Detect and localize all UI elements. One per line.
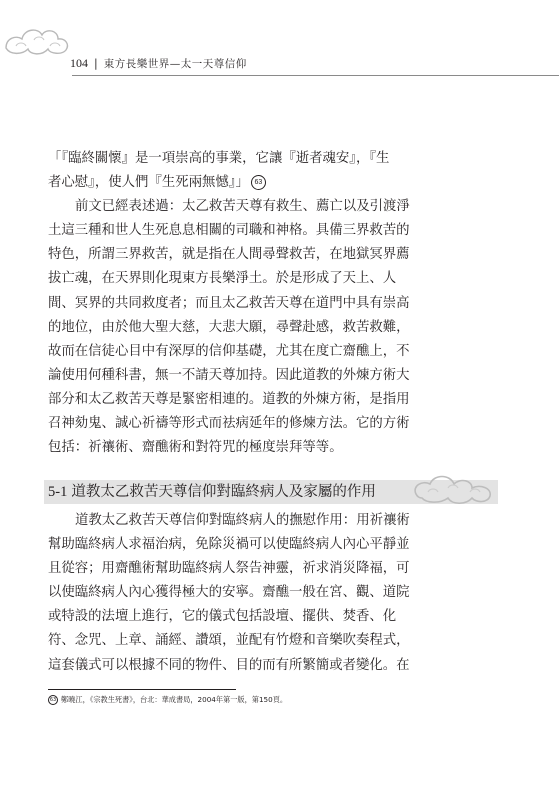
paragraph-line: 或特設的法壇上進行，它的儀式包括設壇、擺供、焚香、化 — [48, 609, 397, 625]
footnote-rule — [48, 689, 236, 690]
paragraph-line: 故而在信徒心目中有深厚的信仰基礎，尤其在度亡齋醮上，不 — [48, 343, 410, 359]
footnote-ref: 63 — [251, 175, 266, 190]
paragraph-line: 土這三種和世人生死息息相關的司職和神格。具備三界救苦的 — [48, 223, 410, 239]
header-rule — [72, 75, 559, 76]
paragraph-line: 包括：祈禳術、齋醮術和對符咒的極度崇拜等等。 — [48, 440, 343, 456]
section-title: 道教太乙救苦天尊信仰對臨終病人及家屬的作用 — [71, 484, 376, 500]
body-text-bottom — [48, 509, 478, 678]
paragraph-line: 前文已經表述過：太乙救苦天尊有救生、薦亡以及引渡淨 — [75, 199, 410, 215]
paragraph-line: 論使用何種科書，無一不請天尊加持。因此道教的外煉方術大 — [48, 367, 410, 383]
paragraph-line: 以使臨終病人內心獲得極大的安寧。齋醮一般在宮、觀、道院 — [48, 585, 410, 601]
paragraph-line: 特色，所謂三界救苦，就是指在人間尋聲救苦，在地獄冥界薦 — [48, 247, 410, 263]
paragraph-line: 拔亡魂，在天界則化現東方長樂淨土。於是形成了天上、人 — [48, 271, 397, 287]
quote-line: 「『臨終關懷』是一項崇高的事業，它讓『逝者魂安』，『生 — [48, 151, 390, 166]
body-text-top — [48, 147, 478, 460]
running-header — [70, 56, 247, 71]
cloud-ornament-icon — [2, 18, 72, 62]
paragraph-line: 道教太乙救苦天尊信仰對臨終病人的撫慰作用：用祈禳術 — [75, 513, 410, 528]
section-number: 5-1 — [48, 484, 68, 500]
paragraph-line: 這套儀式可以根據不同的物件、目的而有所繁簡或者變化。在 — [48, 657, 410, 673]
page-number: 104 — [70, 56, 88, 70]
paragraph-line: 幫助臨終病人求福治病，免除災禍可以使臨終病人內心平靜並 — [48, 537, 410, 553]
paragraph-line: 符、念咒、上章、誦經、讚頌，並配有竹燈和音樂吹奏程式， — [48, 633, 410, 649]
paragraph-line: 的地位，由於他大聖大慈，大悲大願，尋聲赴感，救苦救難， — [48, 319, 410, 335]
cloud-ornament-icon — [408, 470, 503, 510]
book-title: 東方長樂世界—太一天尊信仰 — [103, 58, 247, 70]
paragraph-line: 間、冥界的共同救度者；而且太乙救苦天尊在道門中具有崇高 — [48, 295, 410, 311]
paragraph-line: 且從容；用齋醮術幫助臨終病人祭告神靈，祈求消災降福，可 — [48, 561, 410, 577]
quote-line: 者心慰』，使人們『生死兩無憾』」 63 — [48, 171, 478, 195]
header-separator: | — [94, 57, 98, 70]
footnote-marker: 63 — [49, 697, 57, 703]
footnote-text: 鄭曉江，《宗教生死書》，台北：華成書局，2004年第一版，第150頁。 — [61, 695, 288, 704]
section-heading — [48, 481, 376, 503]
paragraph-line: 部分和太乙救苦天尊是緊密相連的。道教的外煉方術，是指用 — [48, 391, 410, 407]
paragraph-line: 召神劾鬼、誠心祈禱等形式而祛病延年的修煉方法。它的方術 — [48, 416, 410, 432]
footnote — [48, 695, 287, 705]
